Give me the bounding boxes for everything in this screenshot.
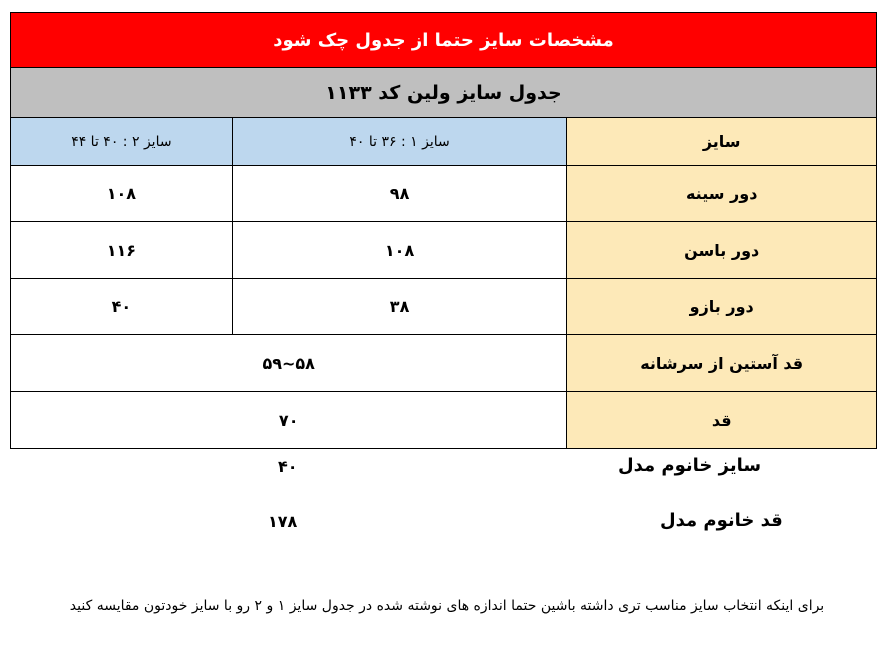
row-arm-label: دور بازو — [566, 279, 876, 334]
subtitle-text: جدول سایز ولین کد ۱۱۳۳ — [325, 81, 562, 104]
row-hip-label: دور باسن — [566, 222, 876, 278]
table-row — [11, 392, 876, 448]
row-chest-size1: ۹۸ — [232, 166, 567, 221]
model-height-value: ۱۷۸ — [268, 512, 298, 531]
size-table — [10, 12, 877, 449]
row-hip-size1: ۱۰۸ — [232, 222, 567, 278]
header-size2: سایز ۲ : ۴۰ تا ۴۴ — [11, 118, 232, 165]
row-chest-label: دور سینه — [566, 166, 876, 221]
model-size-value: ۴۰ — [278, 457, 298, 476]
row-arm-size1: ۳۸ — [232, 279, 567, 334]
table-row — [11, 166, 876, 222]
table-banner — [11, 13, 876, 68]
row-arm-size2: ۴۰ — [111, 297, 132, 316]
row-length-label: قد — [566, 392, 876, 448]
table-row — [11, 279, 876, 335]
row-sleeve-label: قد آستین از سرشانه — [566, 335, 876, 391]
header-size1: سایز ۱ : ۳۶ تا ۴۰ — [232, 118, 567, 165]
row-chest-size2: ۱۰۸ — [106, 184, 137, 203]
model-height-label: قد خانوم مدل — [660, 510, 783, 531]
table-subtitle — [11, 68, 876, 118]
table-header-row — [11, 118, 876, 166]
table-row — [11, 222, 876, 279]
header-label: سایز — [566, 118, 876, 165]
model-size-label: سایز خانوم مدل — [618, 455, 762, 476]
row-sleeve-value: ۵۸~۵۹ — [262, 353, 315, 373]
row-hip-size2: ۱۱۶ — [106, 240, 137, 260]
table-row — [11, 335, 876, 392]
size-note: برای اینکه انتخاب سایز مناسب تری داشته باشین حتما اندازه های نوشته شده در جدول سایز ۱ و ۲ رو با سایز خودتون مقایسه کنید — [69, 598, 825, 614]
banner-text: مشخصات سایز حتما از جدول چک شود — [273, 29, 614, 51]
row-length-value: ۷۰ — [278, 410, 299, 430]
